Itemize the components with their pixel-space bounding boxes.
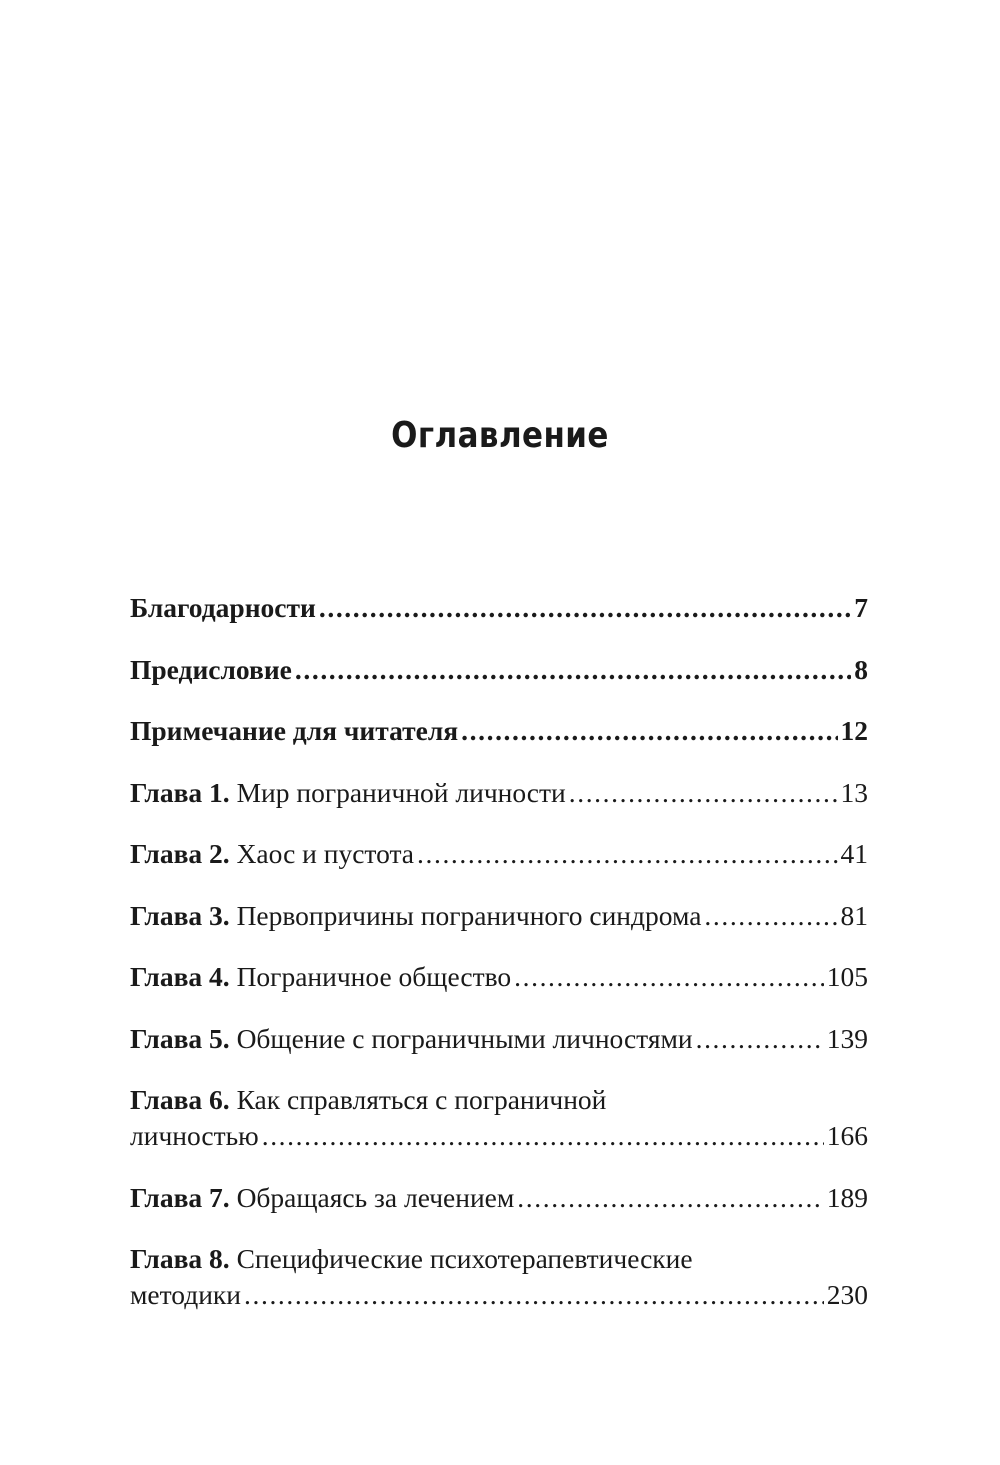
dot-leader bbox=[704, 898, 837, 934]
chapter-label: Глава 4. bbox=[130, 961, 230, 992]
toc-entry-chapter-1[interactable] bbox=[130, 775, 868, 811]
toc-entry-title: Пограничное общество bbox=[236, 961, 512, 992]
toc-page-number: 230 bbox=[826, 1279, 868, 1310]
toc-entry-title-continuation: личностью bbox=[130, 1120, 259, 1151]
toc-entry-title: Общение с пограничными личностями bbox=[236, 1022, 693, 1054]
dot-leader bbox=[262, 1118, 824, 1154]
toc-entry-chapter-4[interactable] bbox=[130, 959, 868, 995]
toc-page-number: 12 bbox=[840, 715, 868, 746]
toc-entry-chapter-7[interactable] bbox=[130, 1180, 868, 1216]
toc-entry-chapter-5[interactable] bbox=[130, 1021, 868, 1057]
dot-leader bbox=[319, 590, 851, 626]
toc-page-number: 105 bbox=[826, 961, 868, 992]
toc-page-number: 166 bbox=[826, 1120, 868, 1151]
toc-entry-acknowledgements[interactable] bbox=[130, 590, 868, 626]
dot-leader bbox=[696, 1021, 824, 1057]
toc-page-number: 7 bbox=[854, 592, 868, 623]
chapter-label: Глава 5. bbox=[130, 1022, 230, 1054]
dot-leader bbox=[514, 959, 824, 995]
chapter-label: Глава 6. bbox=[130, 1084, 230, 1115]
dot-leader bbox=[517, 1180, 823, 1216]
toc-entry-chapter-3[interactable] bbox=[130, 898, 868, 934]
dot-leader bbox=[244, 1277, 824, 1313]
toc-entry-title: Мир пограничной личности bbox=[236, 776, 566, 808]
toc-entry-title: Хаос и пустота bbox=[236, 838, 415, 869]
toc-entry-title: Специфические психотерапевтические bbox=[236, 1243, 693, 1274]
toc-entry-title: Примечание для читателя bbox=[130, 715, 459, 746]
toc-entry-chapter-2[interactable] bbox=[130, 836, 868, 872]
toc-page-number: 13 bbox=[840, 776, 868, 808]
dot-leader bbox=[295, 652, 851, 688]
chapter-label: Глава 2. bbox=[130, 838, 230, 869]
toc-page-number: 81 bbox=[840, 899, 868, 931]
toc-entry-foreword[interactable] bbox=[130, 652, 868, 688]
toc-entry-title: Первопричины пограничного синдрома bbox=[236, 899, 702, 931]
chapter-label: Глава 1. bbox=[130, 776, 230, 808]
toc-entry-chapter-6[interactable] bbox=[130, 1082, 868, 1154]
chapter-label: Глава 7. bbox=[130, 1181, 230, 1213]
toc-entry-note-to-reader[interactable] bbox=[130, 713, 868, 749]
chapter-label: Глава 8. bbox=[130, 1243, 230, 1274]
toc-page-number: 8 bbox=[854, 653, 868, 685]
page-title: Оглавление bbox=[391, 415, 609, 456]
toc-page-number: 41 bbox=[840, 838, 868, 869]
toc-entry-title: Обращаясь за лечением bbox=[236, 1181, 515, 1213]
toc-entry-title: Как справляться с пограничной bbox=[236, 1084, 607, 1115]
dot-leader bbox=[461, 713, 837, 749]
toc-entry-title-continuation: методики bbox=[130, 1279, 242, 1310]
dot-leader bbox=[417, 836, 837, 872]
toc-entry-title: Благодарности bbox=[130, 592, 316, 623]
toc-page-number: 139 bbox=[826, 1022, 868, 1054]
chapter-label: Глава 3. bbox=[130, 899, 230, 931]
toc-page-number: 189 bbox=[826, 1181, 868, 1213]
dot-leader bbox=[569, 775, 838, 811]
table-of-contents bbox=[130, 590, 868, 1313]
toc-entry-title: Предисловие bbox=[130, 653, 292, 685]
toc-entry-chapter-8[interactable] bbox=[130, 1241, 868, 1313]
